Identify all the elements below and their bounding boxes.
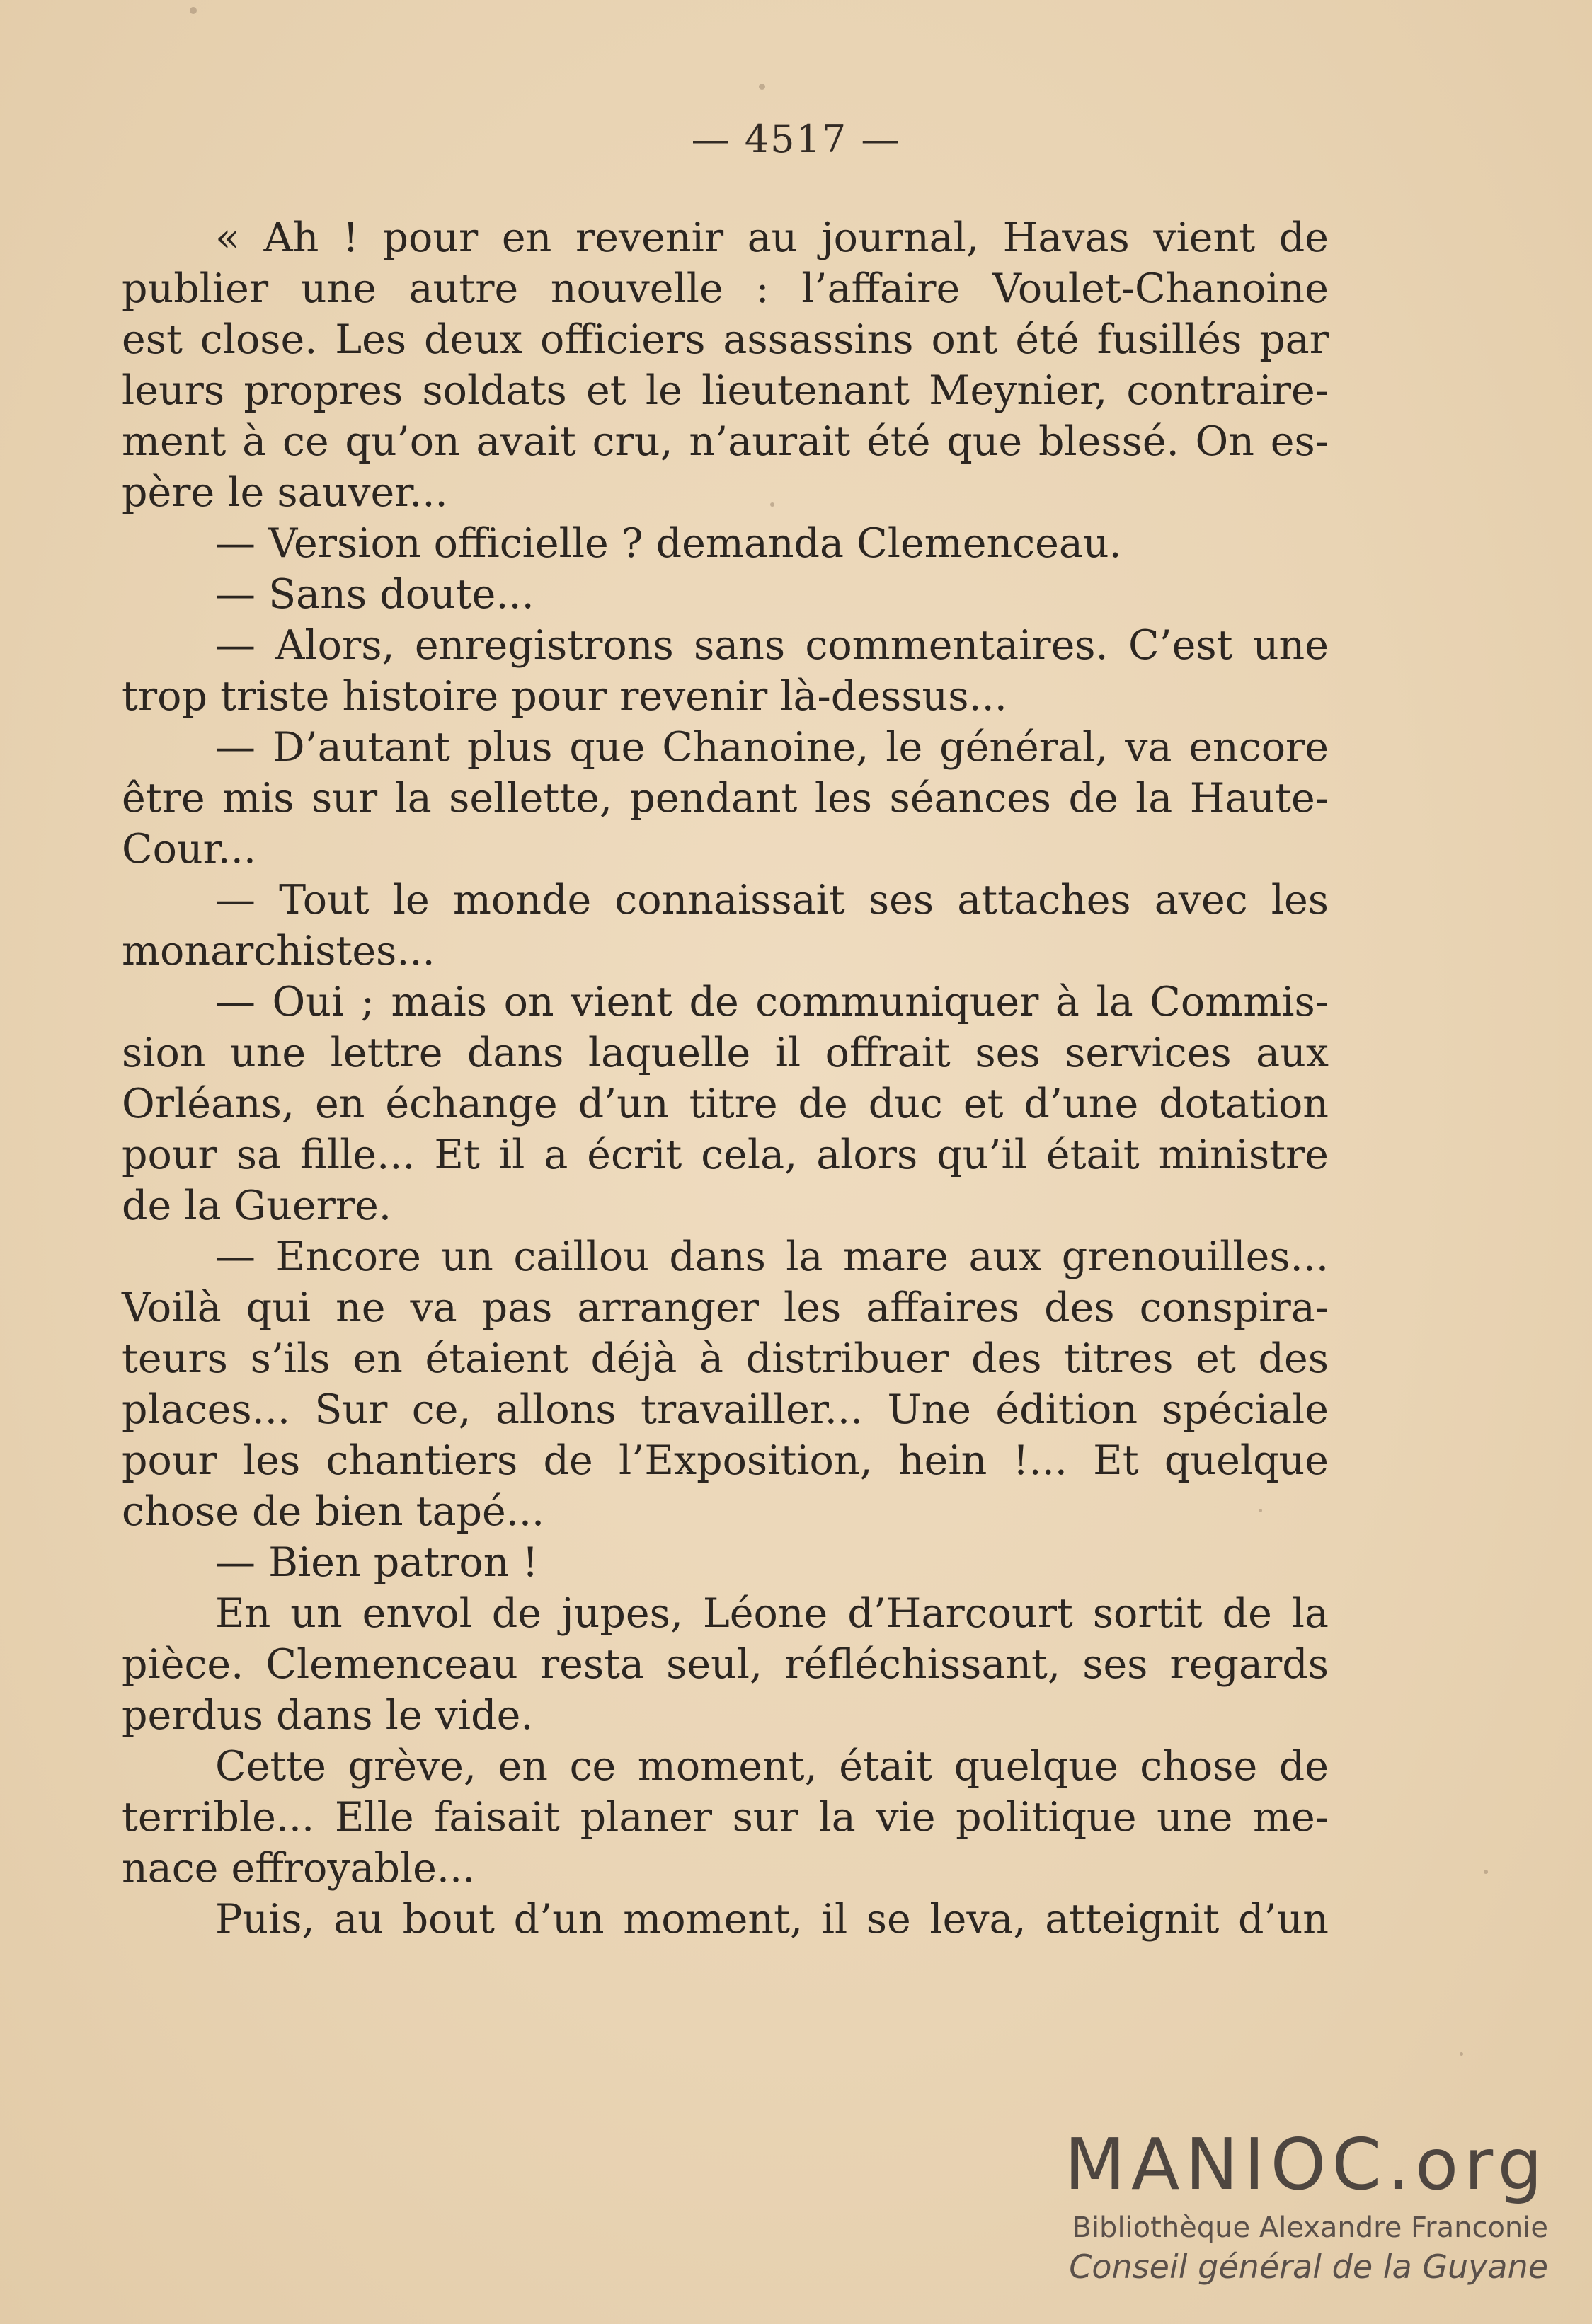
text-line: Puis, au bout d’un moment, il se leva, atteignit d’un	[215, 1896, 1329, 1943]
text-line: est close. Les deux officiers assassins ont été fusillés par	[122, 316, 1329, 363]
text-line: — Alors, enregistrons sans commentaires. C’est une	[215, 622, 1329, 669]
text-line: monarchistes...	[122, 928, 435, 974]
text-line: « Ah ! pour en revenir au journal, Havas vient de	[215, 214, 1329, 261]
text-line: — Encore un caillou dans la mare aux grenouilles...	[215, 1233, 1329, 1280]
text-line: — Tout le monde connaissait ses attaches avec les	[215, 877, 1329, 924]
text-line: trop triste histoire pour revenir là-dessus...	[122, 673, 1007, 720]
text-line: — Bien patron !	[215, 1539, 539, 1586]
text-line: publier une autre nouvelle : l’affaire Voulet-Chanoine	[122, 265, 1329, 312]
text-line: teurs s’ils en étaient déjà à distribuer des titres et des	[122, 1335, 1329, 1382]
text-line: ment à ce qu’on avait cru, n’aurait été que blessé. On es-	[122, 418, 1329, 465]
paper-speck	[759, 84, 765, 90]
text-line: perdus dans le vide.	[122, 1692, 534, 1739]
watermark-council-name: Conseil général de la Guyane	[1069, 2248, 1548, 2286]
text-line: père le sauver...	[122, 469, 448, 516]
text-line: — Oui ; mais on vient de communiquer à la Commis-	[215, 979, 1329, 1025]
text-line: leurs propres soldats et le lieutenant Meynier, contraire-	[122, 367, 1329, 414]
text-line: Voilà qui ne va pas arranger les affaires des conspira-	[122, 1284, 1329, 1331]
paper-speck	[1484, 1870, 1488, 1874]
paper-speck	[190, 7, 197, 14]
text-line: sion une lettre dans laquelle il offrait ses services aux	[122, 1030, 1329, 1076]
manioc-watermark	[1053, 2123, 1548, 2287]
text-line: pour les chantiers de l’Exposition, hein !... Et quelque	[122, 1437, 1329, 1484]
text-line: être mis sur la sellette, pendant les séances de la Haute-	[122, 775, 1329, 822]
text-line: — Sans doute...	[215, 571, 534, 618]
text-line: chose de bien tapé...	[122, 1488, 545, 1535]
paper-speck	[1460, 2052, 1463, 2056]
text-line: nace effroyable...	[122, 1845, 476, 1892]
text-line: Orléans, en échange d’un titre de duc et d’une dotation	[122, 1081, 1329, 1127]
watermark-library-name: Bibliothèque Alexandre Franconie	[1072, 2211, 1548, 2244]
body-text	[122, 212, 1329, 1945]
manioc-logo: MANIOC.org	[1064, 2123, 1548, 2206]
text-line: places... Sur ce, allons travailler... Une édition spéciale	[122, 1386, 1329, 1433]
text-line: de la Guerre.	[122, 1183, 391, 1229]
text-line: Cour...	[122, 826, 256, 873]
text-line: — Version officielle ? demanda Clemenceau.	[215, 520, 1122, 567]
text-line: pour sa fille... Et il a écrit cela, alors qu’il était ministre	[122, 1132, 1329, 1178]
page-number: — 4517 —	[691, 117, 901, 161]
text-line: terrible... Elle faisait planer sur la vie politique une me-	[122, 1794, 1329, 1841]
text-line: — D’autant plus que Chanoine, le général, va encore	[215, 724, 1329, 771]
text-line: pièce. Clemenceau resta seul, réfléchissant, ses regards	[122, 1641, 1329, 1688]
text-line: En un envol de jupes, Léone d’Harcourt sortit de la	[215, 1590, 1329, 1637]
text-line: Cette grève, en ce moment, était quelque chose de	[215, 1743, 1329, 1790]
